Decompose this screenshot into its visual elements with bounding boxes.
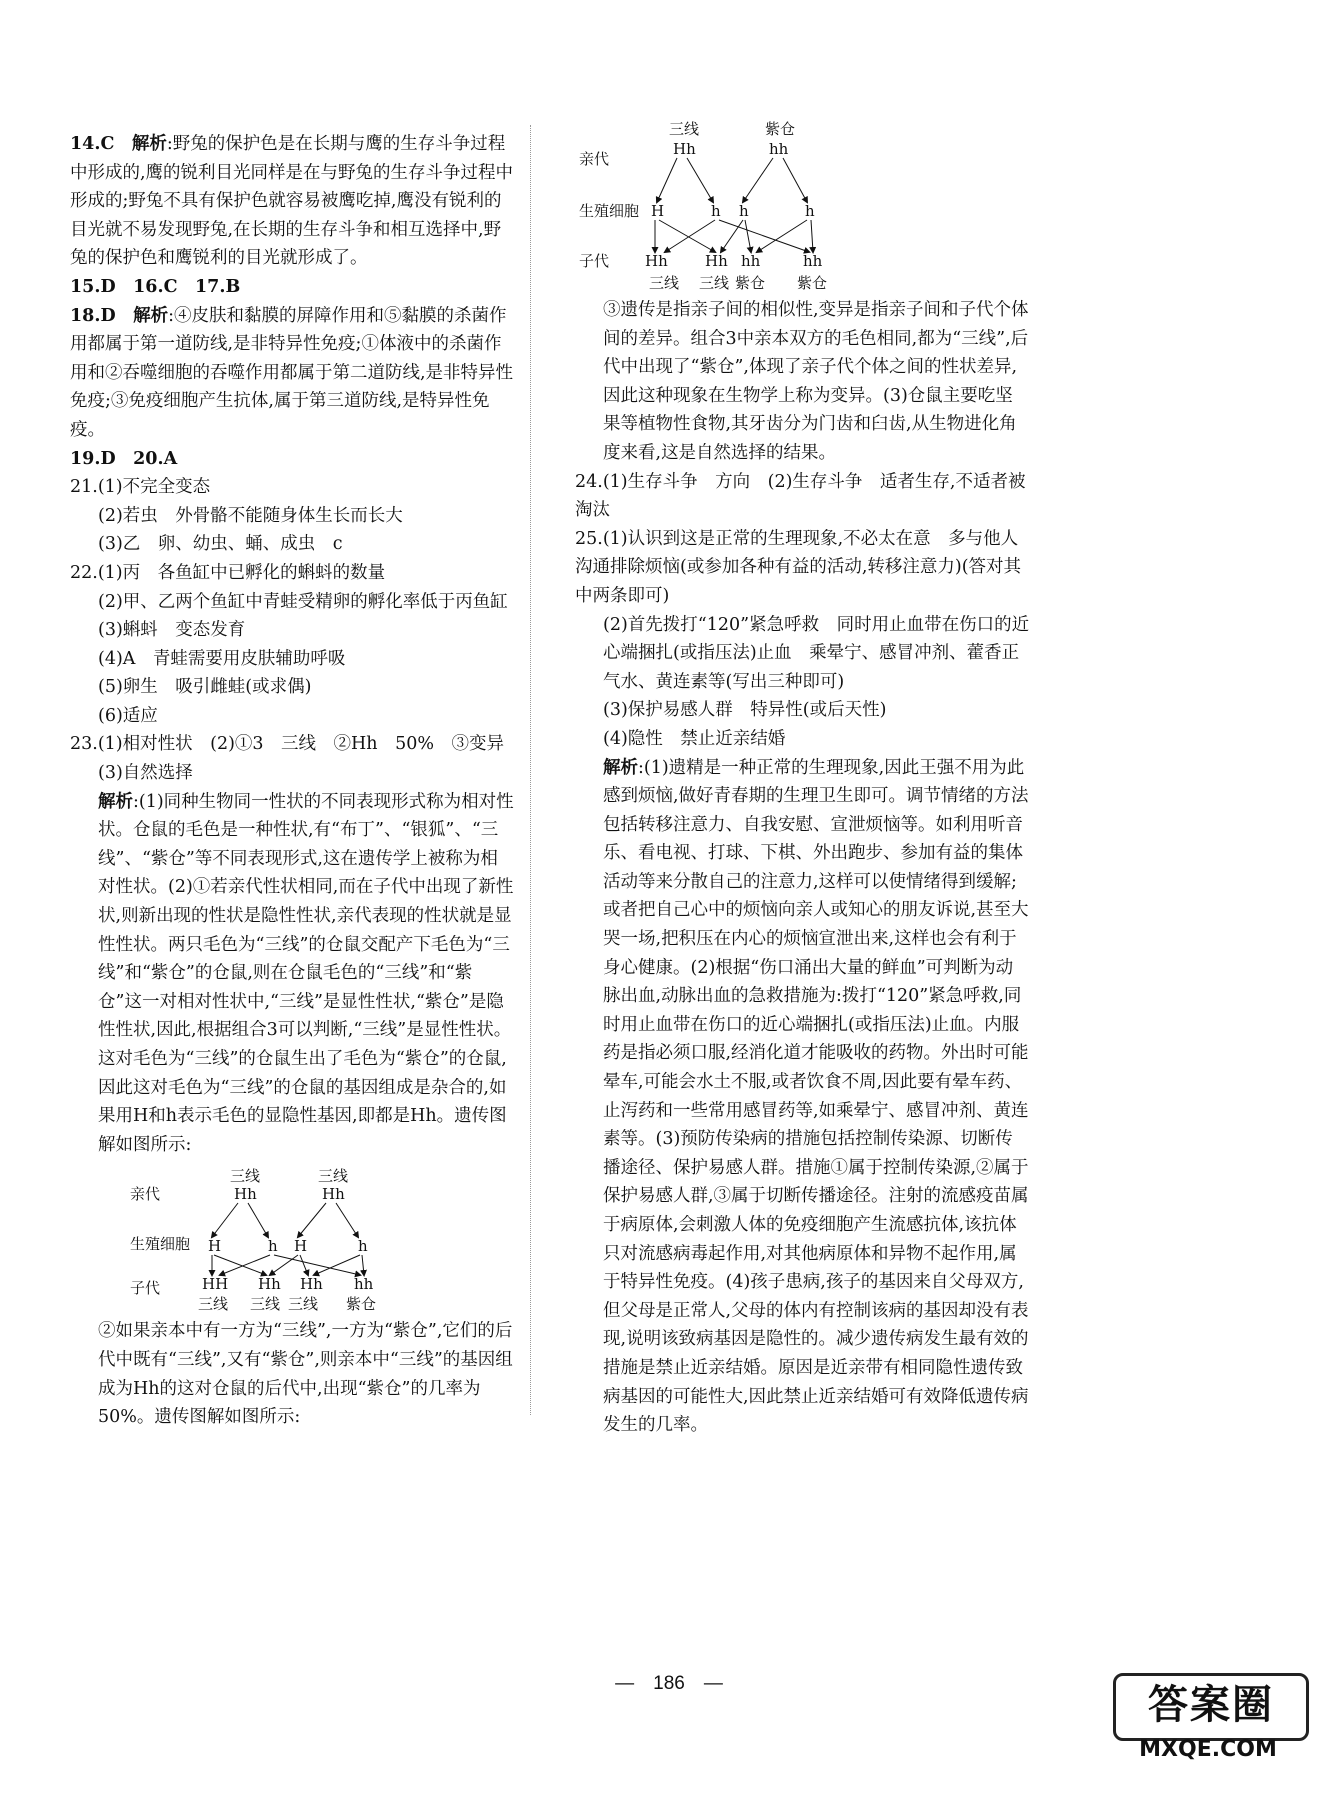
answer-25-line1: 25.(1)认识到这是正常的生理现象,不必太在意 多与他人沟通排除烦恼(或参加各种有益的活动,转移注意力)(答对其中两条即可) [575, 528, 1022, 606]
offspring-genotype-4: hh [354, 1275, 374, 1294]
row-label-gamete: 生殖细胞 [130, 1235, 191, 1254]
answer-22-line5: (5)卵生 吸引雌蛙(或求偶) [98, 677, 312, 698]
answer-22-line1: 22.(1)丙 各鱼缸中已孵化的蝌蚪的数量 [70, 562, 386, 583]
answer-18: 18.D 解析:④皮肤和黏膜的屏障作用和⑤黏膜的杀菌作用都属于第一道防线,是非特异性免疫;①体液中的杀菌作用和②吞噬细胞的吞噬作用都属于第二道防线,是非特异性免疫;③免疫细胞产生抗体,属于第三道防线,是特异性免疫。 [70, 305, 514, 440]
parent2-genotype: Hh [322, 1185, 345, 1204]
offspring-phenotype-4: 紫仓 [346, 1295, 377, 1314]
answer-23-line1: 23.(1)相对性状 (2)①3 三线 ②Hh 50% ③变异 [70, 734, 504, 755]
answer-15-17: 15.D 16.C 17.B [70, 276, 241, 297]
column-divider [530, 125, 531, 1415]
genetic-diagram-2 [575, 120, 1030, 292]
row-label-parent: 亲代 [130, 1185, 161, 1204]
parent2-phenotype: 三线 [318, 1167, 349, 1186]
gamete-2: h [268, 1237, 278, 1256]
row-label-offspring: 子代 [579, 252, 610, 270]
gamete-3: h [739, 202, 749, 220]
answer-25-explanation: 解析:(1)遗精是一种正常的生理现象,因此王强不用为此感到烦恼,做好青春期的生理卫生即可。调节情绪的方法包括转移注意力、自我安慰、宣泄烦恼等。如利用听音乐、看电视、打球、下棋、外出跑步、参加有益的集体活动等来分散自己的注意力,这样可以使情绪得到缓解;或者把自己心中的烦恼向亲人或知心的朋友诉说,甚至大哭一场,把积压在内心的烦恼宣泄出来,这样也会有利于身心健康。(2)根据“伤口涌出大量的鲜血”可判断为动脉出血,动脉出血的急救措施为:拨打“120”紧急呼救,同时用止血带在伤口的近心端捆扎(或指压法)止血。内服药是指必须口服,经消化道才能吸收的药物。外出时可能晕车,可能会水土不服,或者饮食不周,因此要有晕车药、止泻药和一些常用感冒药等,如乘晕宁、感冒冲剂、黄连素等。(3)预防传染病的措施包括控制传染源、切断传播途径、保护易感人群。措施①属于控制传染源,②属于保护易感人群,③属于切断传播途径。注射的流感疫苗属于病原体,会刺激人体的免疫细胞产生流感抗体,该抗体只对流感病毒起作用,对其他病原体和异物不起作用,属于特异性免疫。(4)孩子患病,孩子的基因来自父母双方,但父母是正常人,父母的体内有控制该病的基因却没有表现,说明该致病基因是隐性的。减少遗传病发生最有效的措施是禁止近亲结婚。原因是近亲带有相同隐性遗传致病基因的可能性大,因此禁止近亲结婚可有效降低遗传病发生的几率。 [603, 757, 1029, 1436]
left-column [70, 130, 515, 1432]
row-label-parent: 亲代 [579, 150, 610, 168]
answer-21-line3: (3)乙 卵、幼虫、蛹、成虫 c [98, 534, 343, 555]
gamete-4: h [805, 202, 815, 220]
gamete-1: H [651, 202, 665, 220]
offspring-genotype-2: Hh [258, 1275, 281, 1294]
gamete-2: h [711, 202, 721, 220]
gamete-4: h [358, 1237, 368, 1256]
gamete-1: H [208, 1237, 222, 1256]
offspring-phenotype-1: 三线 [649, 274, 680, 292]
watermark-url: MXQE.COM [1139, 1737, 1277, 1762]
offspring-genotype-3: Hh [300, 1275, 323, 1294]
offspring-genotype-3: hh [741, 252, 761, 270]
parent1-phenotype: 三线 [230, 1167, 261, 1186]
answer-24: 24.(1)生存斗争 方向 (2)生存斗争 适者生存,不适者被淘汰 [575, 471, 1026, 521]
parent1-phenotype: 三线 [669, 120, 700, 138]
gamete-3: H [294, 1237, 308, 1256]
answer-23-explanation: 解析:(1)同种生物同一性状的不同表现形式称为相对性状。仓鼠的毛色是一种性状,有“布丁”、“银狐”、“三线”、“紫仓”等不同表现形式,这在遗传学上被称为相对性状。(2)①若亲代性状相同,而在子代中出现了新性状,则新出现的性状是隐性性状,亲代表现的性状就是显性性状。两只毛色为“三线”的仓鼠交配产下毛色为“三线”和“紫仓”的仓鼠,则在仓鼠毛色的“三线”和“紫仓”这一对相对性状中,“三线”是显性性状,“紫仓”是隐性性状,因此,根据组合3可以判断,“三线”是显性性状。这对毛色为“三线”的仓鼠生出了毛色为“紫仓”的仓鼠,因此这对毛色为“三线”的仓鼠的基因组成是杂合的,如果用H和h表示毛色的显隐性基因,即都是Hh。遗传图解如图所示: [98, 791, 514, 1155]
offspring-phenotype-4: 紫仓 [797, 274, 828, 292]
genetic-diagram-1 [70, 1163, 515, 1313]
answer-21-line1: 21.(1)不完全变态 [70, 477, 211, 498]
answer-21-line2: (2)若虫 外骨骼不能随身体生长而长大 [98, 505, 403, 526]
answer-23-line2: (3)自然选择 [98, 763, 193, 784]
offspring-genotype-1: HH [202, 1275, 229, 1294]
offspring-phenotype-3: 三线 [288, 1295, 319, 1314]
answer-23-part3: ③遗传是指亲子间的相似性,变异是指亲子间和子代个体间的差异。组合3中亲本双方的毛色相同,都为“三线”,后代中出现了“紫仓”,体现了亲子代个体之间的性状差异,因此这种现象在生物学上称为变异。(3)仓鼠主要吃坚果等植物性食物,其牙齿分为门齿和臼齿,从生物进化角度来看,这是自然选择的结果。 [603, 300, 1029, 463]
parent2-genotype: hh [769, 140, 789, 158]
answer-22-line4: (4)A 青蛙需要用皮肤辅助呼吸 [98, 648, 346, 669]
row-label-offspring: 子代 [130, 1279, 161, 1298]
offspring-phenotype-3: 紫仓 [735, 274, 766, 292]
answer-14: 14.C 解析:野兔的保护色是在长期与鹰的生存斗争过程中形成的,鹰的锐利目光同样是在与野兔的生存斗争过程中形成的;野兔不具有保护色就容易被鹰吃掉,鹰没有锐利的目光就不易发现野兔,在长期的生存斗争和相互选择中,野兔的保护色和鹰锐利的目光就形成了。 [70, 134, 514, 269]
parent1-genotype: Hh [673, 140, 696, 158]
offspring-genotype-1: Hh [645, 252, 668, 270]
parent2-phenotype: 紫仓 [765, 120, 796, 138]
offspring-genotype-2: Hh [705, 252, 728, 270]
watermark-logo-text: 答案圈 [1113, 1673, 1309, 1741]
parent1-genotype: Hh [234, 1185, 257, 1204]
answer-22-line6: (6)适应 [98, 705, 158, 726]
answer-25-line3: (3)保护易感人群 特异性(或后天性) [603, 700, 887, 721]
right-column [575, 120, 1030, 1440]
page-number: — 186 — [615, 1673, 723, 1694]
answer-22-line3: (3)蝌蚪 变态发育 [98, 620, 246, 641]
answer-25-line2: (2)首先拨打“120”紧急呼救 同时用止血带在伤口的近心端捆扎(或指压法)止血 乘晕宁、感冒冲剂、藿香正气水、黄连素等(写出三种即可) [603, 614, 1030, 692]
offspring-phenotype-1: 三线 [198, 1295, 229, 1314]
answer-25-line4: (4)隐性 禁止近亲结婚 [603, 728, 786, 749]
watermark-logo [1113, 1673, 1303, 1765]
row-label-gamete: 生殖细胞 [579, 202, 640, 220]
answer-19-20: 19.D 20.A [70, 448, 178, 469]
offspring-phenotype-2: 三线 [699, 274, 730, 292]
offspring-phenotype-2: 三线 [250, 1295, 281, 1314]
offspring-genotype-4: hh [803, 252, 823, 270]
answer-23-part2: ②如果亲本中有一方为“三线”,一方为“紫仓”,它们的后代中既有“三线”,又有“紫仓”,则亲本中“三线”的基因组成为Hh的这对仓鼠的后代中,出现“紫仓”的几率为50%。遗传图解如图所示: [98, 1321, 513, 1428]
answer-22-line2: (2)甲、乙两个鱼缸中青蛙受精卵的孵化率低于丙鱼缸 [98, 591, 508, 612]
